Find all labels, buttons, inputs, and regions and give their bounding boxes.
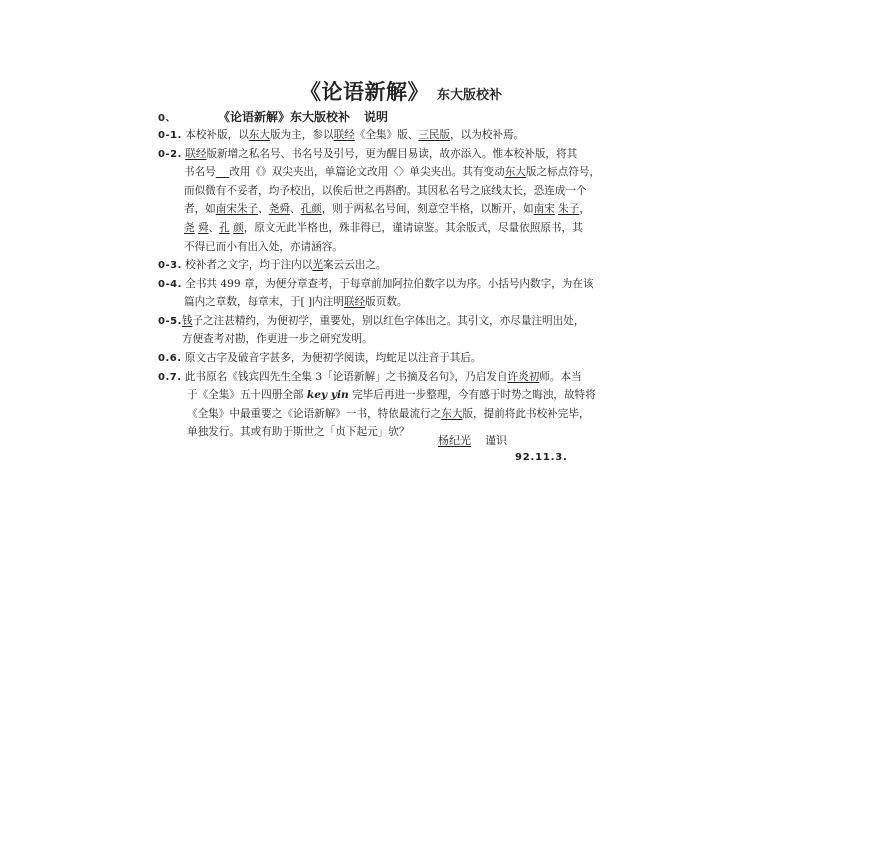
note-number: 0-1. (158, 130, 182, 141)
signature (438, 432, 507, 448)
underline-mark (216, 166, 229, 178)
note-number: 0.6. (158, 353, 182, 364)
note-number: 0-4. (158, 278, 182, 290)
proper-name: 尧舜 (268, 203, 290, 216)
note-item-0-6 (158, 349, 748, 368)
signature-name: 杨纪光 (438, 434, 471, 447)
note-text: 方便查考对勘，作更进一步之研究发明。 (182, 333, 373, 346)
proper-name: 东大 (248, 129, 270, 141)
note-number: 0-5. (158, 315, 182, 327)
note-item-0-4 (158, 275, 748, 312)
note-text: 版为主，参以 (270, 129, 334, 141)
note-item-0-1 (158, 126, 748, 145)
note-text: 原文古字及破音字甚多，为便初学阅读，均蛇足以注音于其后。 (181, 352, 482, 364)
note-text: 改用《》双尖夹出，单篇论文改用〈〉单尖夹出。其有变动 (229, 166, 505, 179)
note-text: 师。本当 (539, 370, 582, 383)
note-text: 本校补版，以 (181, 129, 249, 141)
note-item-0-3 (158, 256, 748, 275)
edition-subtitle: 东大版校补 (437, 88, 503, 103)
proper-name: 联经 (343, 296, 366, 309)
proper-name: 孔颜 (300, 203, 322, 216)
note-text: 《全集》中最重要之《论语新解》一书，特依最流行之 (187, 407, 442, 420)
proper-name: 南宋朱子 (215, 203, 259, 216)
note-text: 而似微有不妥者，均予校出，以俟后世之再斟酌。其因私名号之底线太长，恐连成一个 (184, 184, 587, 197)
note-text: 此书原名《钱宾四先生全集 3「论语新解」之书摘及名句》，乃启发自 (181, 370, 508, 383)
note-text: ，则于两私名号间，刻意空半格，以断开，如 (321, 203, 534, 216)
proper-name: 尧 (184, 221, 195, 234)
proper-name: 钱 (181, 314, 193, 327)
proper-name: 东大 (441, 407, 463, 420)
note-number: 0.7. (158, 371, 182, 383)
proper-name: 朱子 (558, 203, 580, 216)
note-item-0-5 (158, 312, 748, 349)
note-text: ， (579, 203, 590, 216)
proper-name: 联经 (333, 129, 355, 141)
note-text: 版页数。 (365, 296, 408, 309)
note-item-0-7 (158, 368, 748, 442)
proper-name: 光 (312, 259, 323, 271)
proper-name: 联经 (185, 147, 207, 160)
note-text: 、 (258, 203, 269, 216)
proper-name: 许炎初 (507, 370, 540, 383)
proper-name: 南宋 (533, 203, 555, 216)
note-text: 于《全集》五十四册全部 (187, 389, 307, 402)
section-heading (158, 108, 388, 125)
section-title: 《论语新解》东大版校补 (218, 110, 351, 124)
note-text: 篇内之章数，每章末，于[ ]内注明 (184, 296, 344, 309)
proper-name: 东大 (504, 166, 526, 179)
note-text: 、 (289, 203, 301, 216)
note-text: 案云云出之。 (322, 259, 387, 271)
note-text: 书名号 (184, 166, 216, 179)
note-text: 《全集》版、 (354, 129, 419, 141)
note-text: 单独发行。其或有助于斯世之「贞下起元」欤？ (187, 426, 410, 439)
note-text: 版，提前将此书校补完毕， (462, 407, 590, 420)
note-text: ，原文无此半格也，殊非得已，谨请谅鉴。其余版式，尽量依照原书，其 (243, 221, 583, 234)
note-text: 校补者之文字，均于注内以 (181, 259, 313, 271)
section-label: 说明 (364, 110, 389, 124)
main-title: 《论语新解》 (300, 80, 429, 104)
note-text: 不得已而小有出入处，亦请涵容。 (184, 240, 343, 253)
proper-name: 三民版 (418, 129, 451, 141)
handwritten-note: key yin (306, 389, 349, 402)
note-text: 版新增之私名号、书名号及引号，更为醒目易读，故亦添入。惟本校补版，将其 (206, 147, 578, 160)
proper-name: 舜 (197, 221, 209, 234)
note-text: 者，如 (184, 203, 216, 216)
note-text: 子之注甚精约，为便初学，重要处，别以红色字体出之。其引文，亦尽量注明出处， (192, 314, 585, 327)
note-text: ，以为校补焉。 (450, 129, 525, 141)
note-number: 0-3. (158, 260, 182, 271)
note-text: 完毕后再进一步整理，今有感于时势之晦浊，故特将 (348, 389, 596, 402)
document-date: 92.11.3. (515, 452, 568, 463)
document-title (300, 76, 502, 106)
note-text: 、 (208, 221, 220, 234)
note-number: 0-2. (158, 148, 182, 160)
note-text: 版之标点符号， (525, 166, 601, 179)
note-text: 全书共 499 章，为便分章查考，于每章前加阿拉伯数字以为序。小括号内数字，为在该 (181, 277, 594, 290)
proper-name: 孔 (219, 221, 230, 234)
note-item-0-2 (158, 145, 748, 257)
signature-role: 谨识 (485, 434, 507, 447)
proper-name: 颜 (233, 221, 244, 234)
section-number: 0、 (158, 113, 176, 124)
